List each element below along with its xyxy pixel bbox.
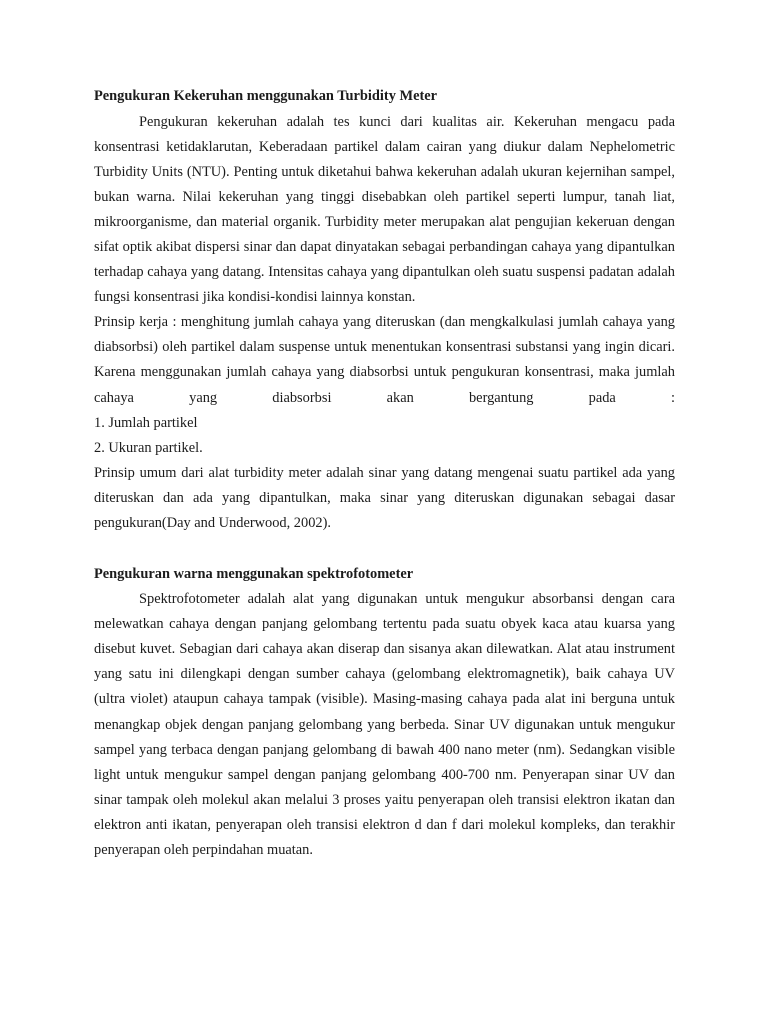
paragraph-spectrophotometer: Spektrofotometer adalah alat yang digunakan untuk mengukur absorbansi dengan cara melewatkan cahaya dengan panjang gelombang tertentu pada suatu obyek kaca atau kuarsa yang disebut kuvet. Sebagian dari cahaya akan diserap dan sisanya akan dilewatkan. Alat atau instrument yang satu ini dilengkapi dengan sumber cahaya (gelombang elektromagnetik), baik cahaya UV (ultra violet) ataupun cahaya tampak (visible). Masing-masing cahaya pada alat ini berguna untuk menangkap objek dengan panjang gelombang yang berbeda. Sinar UV digunakan untuk mengukur sampel yang terbaca dengan panjang gelombang di bawah 400 nano meter (nm). Sedangkan visible light untuk mengukur sampel dengan panjang gelombang 400-700 nm. Penyerapan sinar UV dan sinar tampak oleh molekul akan melalui 3 proses yaitu penyerapan oleh transisi elektron ikatan dan elektron anti ikatan, penyerapan oleh transisi elektron d dan f dari molekul kompleks, dan terakhir penyerapan oleh perpindahan muatan. <box>94 591 675 859</box>
section-heading-turbidity: Pengukuran Kekeruhan menggunakan Turbidity Meter <box>94 88 438 104</box>
list-item-particle-size: 2. Ukuran partikel. <box>94 439 203 456</box>
section-heading-spectrophotometer: Pengukuran warna menggunakan spektrofotometer <box>94 565 414 582</box>
paragraph-general-principle: Prinsip umum dari alat turbidity meter adalah sinar yang datang mengenai suatu partikel ada yang diteruskan dan ada yang dipantulkan, maka sinar yang diteruskan digunakan sebagai dasar pengukuran(Day and Underwood, 2002). <box>94 464 675 531</box>
section-spacer <box>94 536 675 562</box>
list-item-particle-count: 1. Jumlah partikel <box>94 414 198 431</box>
paragraph-turbidity-intro: Pengukuran kekeruhan adalah tes kunci dari kualitas air. Kekeruhan mengacu pada konsentrasi ketidaklarutan, Keberadaan partikel dalam cairan yang diukur dalam Nephelometric Turbidity Units (NTU). Penting untuk diketahui bahwa kekeruhan adalah ukuran kejernihan sampel, bukan warna. Nilai kekeruhan yang tinggi disebabkan oleh partikel seperti lumpur, tanah liat, mikroorganisme, dan material organik. Turbidity meter merupakan alat pengujian kekeruan dengan sifat optik akibat dispersi sinar dan dapat dinyatakan sebagai perbandingan cahaya yang dipantulkan terhadap cahaya yang datang. Intensitas cahaya yang dipantulkan oleh suatu suspensi padatan adalah fungsi konsentrasi jika kondisi-kondisi lainnya konstan. <box>94 113 675 306</box>
paragraph-working-principle: Prinsip kerja : menghitung jumlah cahaya yang diteruskan (dan mengkalkulasi jumlah cahaya yang diabsorbsi) oleh partikel dalam suspense untuk menentukan konsentrasi substansi yang ingin dicari. Karena menggunakan jumlah cahaya yang diabsorbsi untuk pengukuran konsentrasi, maka jumlah cahaya yang diabsorbsi akan bergantung pada : <box>94 314 675 406</box>
document-page <box>94 84 675 863</box>
